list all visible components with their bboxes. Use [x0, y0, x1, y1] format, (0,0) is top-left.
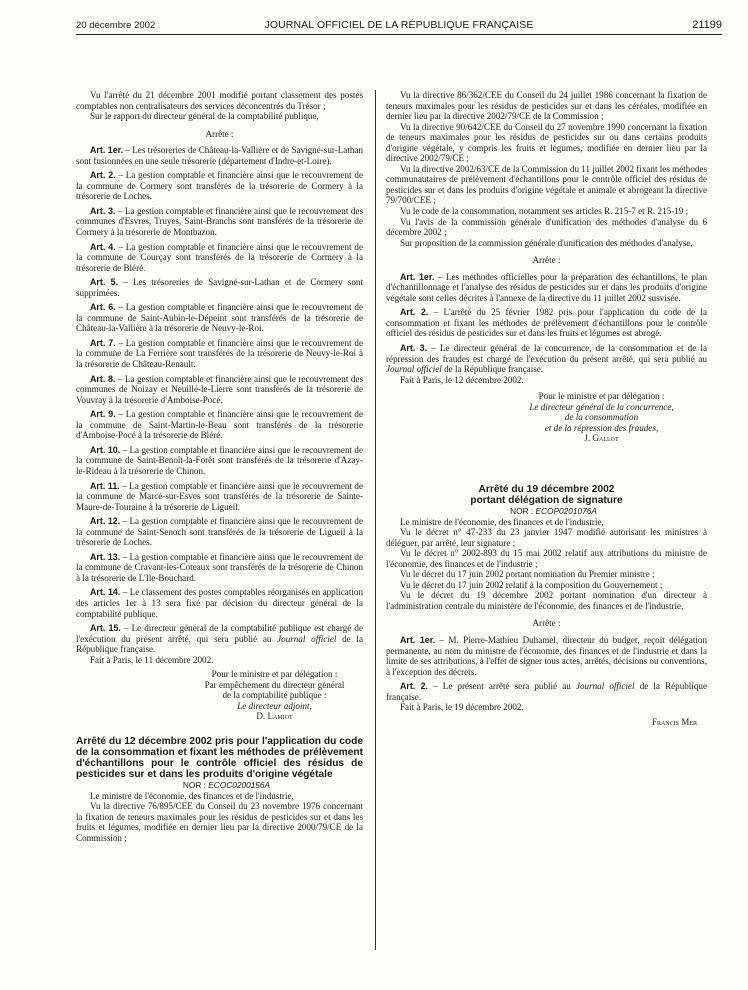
signatory-name: D. Lamiot [256, 711, 293, 722]
article-number: Art. 2. [400, 307, 429, 318]
article-3: Art. 3. – Le directeur général de la concurrence, de la consommation et de la répression des fraudes est chargé de l'exécution du présent arrêté, qui sera publié au Journal officiel de la République française. [386, 343, 707, 375]
fait-a-paris: Fait à Paris, le 12 décembre 2002. [400, 374, 524, 385]
body-paragraph: Le ministre de l'économie, des finances et de l'industrie, [400, 516, 604, 527]
visa-paragraph: Vu la directive 90/642/CEE du Conseil du 27 novembre 1990 concernant la fixation de teneurs maximales pour les résidus de pesticides sur ou dans certains produits d'origine végétale, y compris les fruits et légumes, modifiée en dernier lieu par la directive 2002/79/CE ; [386, 121, 707, 164]
signature-line: Pour le ministre et par délégation : [211, 669, 338, 680]
article-paragraph: Art. 4. – La gestion comptable et financière ainsi que le recouvrement de la commune de Courçay sont transférés de la trésorerie de Cormery à la trésorerie de Bléré. [76, 241, 363, 273]
article-number: Art. 10. [90, 444, 121, 455]
article-number: Art. 14. [90, 587, 121, 598]
article-paragraph: Art. 2. – L'arrêté du 25 février 1982 pris pour l'application du code de la consommation et fixant les méthodes de prélèvement d'échantillons pour le contrôle officiel des résidus de pesticides sur et dans les fruits et légumes est abrogé. [386, 307, 707, 339]
article-paragraph: Art. 5. – Les trésoreries de Savigné-sur-Lathan et de Cormery sont supprimées. [76, 277, 363, 298]
article-number: Art. 15. [90, 623, 121, 634]
signature-block [76, 669, 363, 722]
signature-line: Par empêchement du directeur général [204, 679, 345, 690]
article-2: Art. 2. – Le présent arrêté sera publié au Journal officiel de la République française. [386, 681, 707, 702]
article-list [76, 145, 363, 619]
left-column [76, 90, 363, 843]
fait-a-paris: Fait à Paris, le 11 décembre 2002. [90, 654, 214, 665]
signature-title: Le directeur adjoint, [237, 700, 312, 711]
article-paragraph: Art. 6. – La gestion comptable et financière ainsi que le recouvrement de la commune de Saint-Aubin-le-Dépeint sont transférés de la trésorerie de Château-la-Vallière à la trésorerie de Neuvy-le-Roi. [76, 302, 363, 334]
arrete-heading: Arrête : [532, 255, 561, 266]
signature-title: Le directeur général de la concurrence, [529, 401, 674, 412]
signatory-name: Francis Mer [651, 716, 697, 727]
arrete-heading: Arrête : [532, 618, 561, 629]
article-number: Art. 7. [90, 337, 116, 348]
article-1: Art. 1er. – M. Pierre-Mathieu Duhamel, directeur du budget, reçoit délégation permanente, au nom du ministre de l'économie, des finances et de l'industrie et dans la limite de ses attributions, à l'effet de signer tous actes, arrêtés, décisions ou conventions, à l'exception des décrets. [386, 634, 707, 677]
article-number: Art. 5. [90, 277, 119, 288]
body-paragraph: Vu le décret n° 47-233 du 23 janvier 1947 modifié autorisant les ministres à déléguer, par arrêté, leur signature ; [386, 527, 707, 548]
article-15: Art. 15. – Le directeur général de la comptabilité publique est chargé de l'exécution du présent arrêté, qui sera publié au Journal officiel de la République française. [76, 623, 363, 655]
visa-paragraph: Vu la directive 86/362/CEE du Conseil du 24 juillet 1986 concernant la fixation de teneurs maximales pour les résidus de pesticides sur et dans les céréales, modifiée en dernier lieu par la directive 2002/79/CE de la Commission ; [386, 90, 707, 122]
article-paragraph: Art. 9. – La gestion comptable et financière ainsi que le recouvrement de la commune de Saint-Martin-le-Beau sont transférés de la trésorerie d'Amboise-Pocé à la trésorerie de Bléré. [76, 409, 363, 441]
article-number: Art. 1er. [90, 145, 124, 156]
article-number: Art. 2. [90, 170, 116, 181]
article-paragraph: Art. 12. – La gestion comptable et financière ainsi que le recouvrement de la commune de Saint-Senoch sont transférés de la trésorerie de Ligueil à la trésorerie de Loches. [76, 516, 363, 548]
body-paragraph: Vu le décret du 17 juin 2002 relatif à la composition du Gouvernement ; [400, 579, 663, 590]
article-paragraph: Art. 1er. – Les méthodes officielles pour la préparation des échantillons, le plan d'échantillonnage et l'analyse des résidus de pesticides sur et dans les produits d'origine végétale sont celles décrites à l'annexe de la directive du 11 juillet 2002 susvisée. [386, 271, 707, 303]
visa-paragraph: Vu l'avis de la commission générale d'unification des méthodes d'analyse du 6 décembre 2002 ; [386, 216, 707, 238]
page-header [76, 18, 722, 35]
article-number: Art. 3. [90, 205, 116, 216]
article-number: Art. 1er. [400, 271, 435, 282]
visa-paragraph: Sur proposition de la commission générale d'unification des méthodes d'analyse, [400, 237, 693, 248]
visa-paragraph: Vu la directive 2002/63/CE de la Commission du 11 juillet 2002 fixant les méthodes communautaires de prélèvement d'échantillons pour le contrôle officiel des résidus de pesticides sur et dans les produits d'origine végétale et animale et abrogeant la directive 79/700/CEE ; [386, 163, 707, 206]
signature-line: de la comptabilité publique : [222, 690, 327, 701]
article-paragraph: Art. 10. – La gestion comptable et financière ainsi que le recouvrement de la commune de Saint-Benoît-la-Forêt sont transférés de la trésorerie d'Azay-le-Rideau à la trésorerie de Chinon. [76, 444, 363, 476]
article-number: Art. 3. [400, 343, 428, 354]
article-number: Art. 9. [90, 409, 116, 420]
article-paragraph: Art. 14. – Le classement des postes comptables réorganisés en application des articles 1er à 13 sera fixé par décision du directeur général de la comptabilité publique. [76, 587, 363, 619]
signature-title: et de la répression des fraudes, [544, 422, 659, 433]
signatory-name: J. Gallot [584, 433, 619, 444]
article-number: Art. 2. [400, 681, 428, 692]
article-number: Art. 4. [90, 241, 116, 252]
article-number: Art. 6. [90, 302, 116, 313]
visa-paragraph: Vu l'arrêté du 21 décembre 2001 modifié portant classement des postes comptables non centralisateurs des services déconcentrés du Trésor ; [76, 90, 363, 111]
page-number: 21199 [692, 19, 722, 31]
article-paragraph: Art. 13. – La gestion comptable et financière ainsi que le recouvrement de la commune de Cravant-les-Coteaux sont transférés de la trésorerie de Chinon à la trésorerie de L'Ile-Bouchard. [76, 551, 363, 583]
journal-title: JOURNAL OFFICIEL DE LA RÉPUBLIQUE FRANÇAISE [264, 19, 534, 31]
body-paragraph: Le ministre de l'économie, des finances et de l'industrie, [90, 790, 294, 801]
nor-reference: NOR : ECOP0201076A [510, 505, 597, 516]
issue-date: 20 décembre 2002 [76, 20, 156, 31]
visa-paragraph: Vu le code de la consommation, notamment ses articles R. 215-7 et R. 215-19 ; [400, 206, 689, 217]
article-paragraph: Art. 8. – La gestion comptable et financière ainsi que le recouvrement des communes de Noizay et Neuillé-le-Lierre sont transférés de la trésorerie de Vouvray à la trésorerie d'Amboise-Pocé. [76, 373, 363, 405]
article-number: Art. 13. [90, 551, 121, 562]
right-column [386, 90, 707, 727]
article-paragraph: Art. 2. – La gestion comptable et financière ainsi que le recouvrement de la commune de Cormery sont transférés de la trésorerie de Cormery à la trésorerie de Loches. [76, 170, 363, 202]
body-paragraph: Vu le décret du 19 décembre 2002 portant nomination d'un directeur à l'administration centrale du ministère de l'économie, des finances et de l'industrie, [386, 590, 707, 611]
article-number: Art. 12. [90, 516, 121, 527]
article-paragraph: Art. 11. – La gestion comptable et financière ainsi que le recouvrement de la commune de Marcé-sur-Esves sont transférés de la trésorerie de Sainte-Maure-de-Touraine à la trésorerie de Ligueil. [76, 480, 363, 512]
arrete-title: Arrêté du 19 décembre 2002 portant délégation de signature [470, 483, 623, 506]
signature-block [386, 391, 707, 444]
article-number: Art. 11. [90, 480, 120, 491]
article-paragraph: Art. 1er. – Les trésoreries de Château-la-Vallière et de Savigné-sur-Lathan sont fusionnées en une seule trésorerie (département d'Indre-et-Loire). [76, 145, 364, 166]
signature-line: Pour le ministre et par délégation : [538, 391, 665, 402]
article-paragraph: Art. 3. – La gestion comptable et financière ainsi que le recouvrement des communes d'Esvres, Truyes, Saint-Branchs sont transférés de la trésorerie de Cormery à la trésorerie de Montbazon. [76, 205, 363, 238]
article-paragraph: Art. 7. – La gestion comptable et financière ainsi que le recouvrement de la commune de La Ferrière sont transférés de la trésorerie de Neuvy-le-Roi à la trésorerie de Château-Renault. [76, 337, 363, 370]
body-paragraph: Vu la directive 76/895/CEE du Conseil du 23 novembre 1976 concernant la fixation de teneurs maximales pour les résidus de pesticides sur et dans les fruits et légumes, modifiée en dernier lieu par la directive 2000/79/CE de la Commission ; [76, 801, 363, 843]
nor-reference: NOR : ECOC0200156A [182, 779, 271, 790]
article-number: Art. 8. [90, 373, 116, 384]
body-paragraph: Vu le décret du 17 juin 2002 portant nomination du Premier ministre ; [400, 569, 655, 580]
rapport-paragraph: Sur le rapport du directeur général de la comptabilité publique, [90, 111, 319, 122]
article-list [386, 272, 707, 339]
arrete-title: Arrêté du 12 décembre 2002 pris pour l'application du code de la consommation et fixant les méthodes de prélèvement d'échantillons pour le contrôle officiel des résidus de pesticides sur et dans les produits d'origine végétale [76, 735, 363, 780]
arrete-heading: Arrête : [205, 128, 234, 139]
fait-a-paris: Fait à Paris, le 19 décembre 2002. [400, 702, 524, 713]
article-number: Art. 1er. [400, 634, 436, 645]
signature-title: de la consommation [564, 412, 639, 423]
column-divider [375, 90, 376, 950]
body-paragraph: Vu le décret n° 2002-893 du 15 mai 2002 relatif aux attributions du ministre de l'économie, des finances et de l'industrie ; [386, 548, 707, 569]
